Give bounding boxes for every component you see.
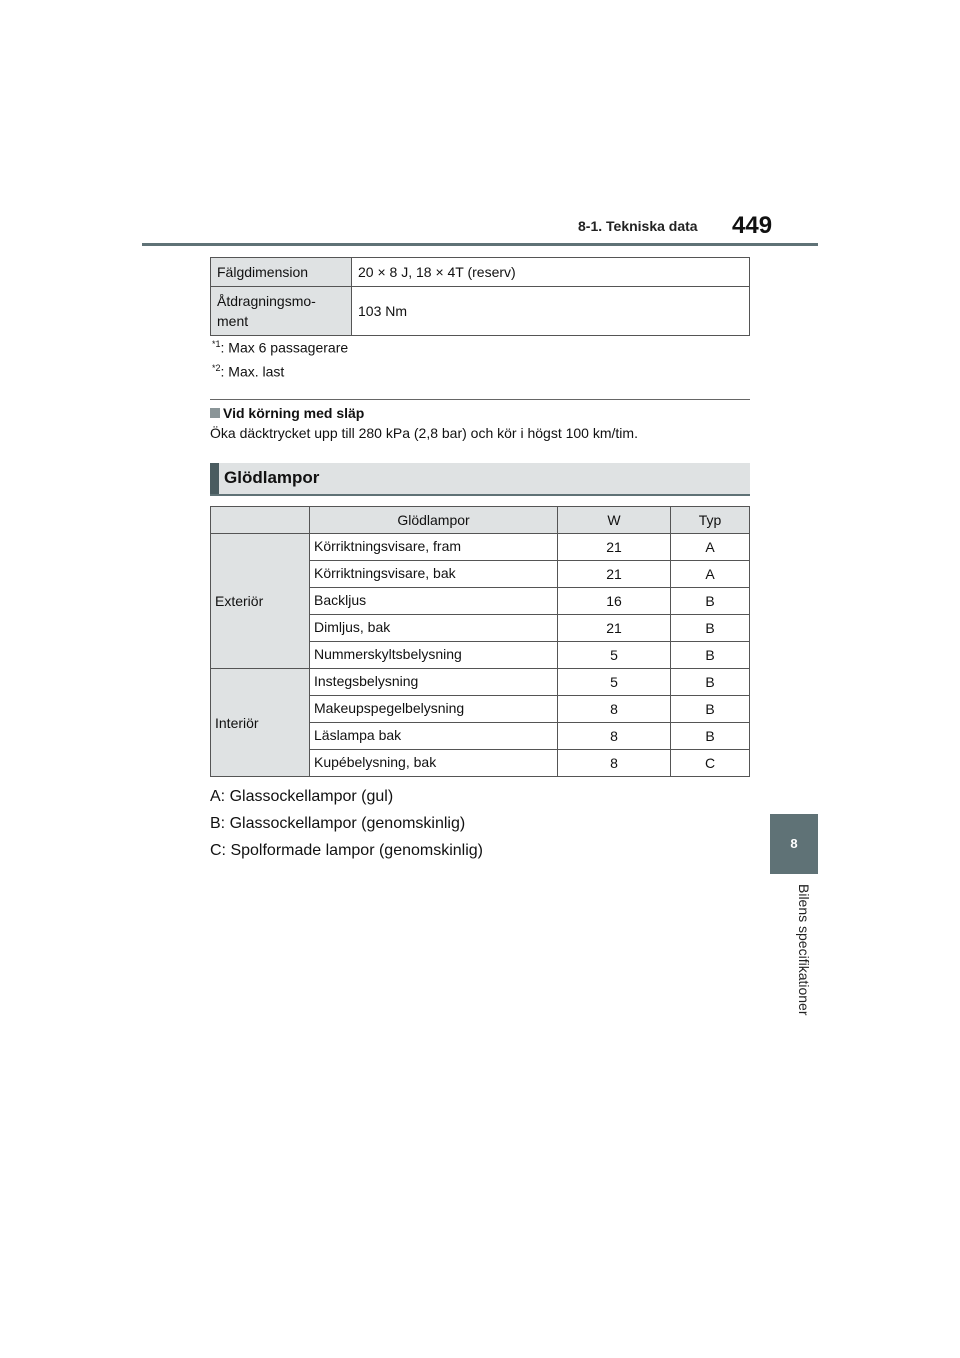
- group-label: Interiör: [211, 669, 310, 777]
- bulb-name: Makeupspegelbelysning: [310, 696, 558, 723]
- header-rule: [142, 243, 818, 246]
- towing-heading: [210, 405, 364, 421]
- bulb-watt: 8: [558, 696, 671, 723]
- table-row: [211, 287, 750, 336]
- bulb-type: A: [671, 534, 750, 561]
- table-row: [211, 258, 750, 287]
- bulb-type: C: [671, 750, 750, 777]
- towing-text: Öka däcktrycket upp till 280 kPa (2,8 bar) och kör i högst 100 km/tim.: [210, 425, 638, 441]
- bulb-name: Kupébelysning, bak: [310, 750, 558, 777]
- bulb-name: Nummerskyltsbelysning: [310, 642, 558, 669]
- bulb-type: B: [671, 588, 750, 615]
- footnote: [212, 363, 284, 380]
- bulb-watt: 8: [558, 750, 671, 777]
- spec-key: Fälgdimension: [211, 258, 352, 287]
- group-label: Exteriör: [211, 534, 310, 669]
- section-heading: [210, 463, 750, 496]
- table-row: [211, 534, 750, 561]
- spec-value: 20 × 8 J, 18 × 4T (reserv): [352, 258, 750, 287]
- footnote-mark: *2: [212, 363, 221, 373]
- chapter-number: 8: [790, 836, 798, 851]
- legend-line: A: Glassockellampor (gul): [210, 788, 394, 805]
- bulb-name: Körriktningsvisare, fram: [310, 534, 558, 561]
- footnote: [212, 339, 348, 356]
- chapter-label: Bilens specifikationer: [796, 884, 812, 1016]
- bulb-type: A: [671, 561, 750, 588]
- bulb-watt: 8: [558, 723, 671, 750]
- bulb-watt: 16: [558, 588, 671, 615]
- column-header: W: [558, 507, 671, 534]
- bulb-type: B: [671, 723, 750, 750]
- bulb-name: Instegsbelysning: [310, 669, 558, 696]
- square-bullet-icon: [210, 408, 220, 418]
- bulb-name: Körriktningsvisare, bak: [310, 561, 558, 588]
- bulb-watt: 21: [558, 561, 671, 588]
- bulb-type: B: [671, 642, 750, 669]
- footnote-text: : Max. last: [220, 363, 285, 380]
- spec-table: [210, 257, 750, 336]
- column-header: Glödlampor: [310, 507, 558, 534]
- bulb-name: Läslampa bak: [310, 723, 558, 750]
- bulb-type: B: [671, 669, 750, 696]
- bulb-watt: 5: [558, 669, 671, 696]
- table-row: [211, 669, 750, 696]
- legend-line: B: Glassockellampor (genomskinlig): [210, 815, 466, 832]
- spec-value: 103 Nm: [352, 287, 750, 336]
- towing-heading-text: Vid körning med släp: [223, 405, 365, 421]
- column-header: Typ: [671, 507, 750, 534]
- section-heading-text: Glödlampor: [224, 468, 320, 487]
- chapter-tab: [770, 814, 818, 874]
- footnote-text: : Max 6 passagerare: [220, 339, 349, 356]
- table-header-row: [211, 507, 750, 534]
- bulb-type: B: [671, 696, 750, 723]
- column-header: [211, 507, 310, 534]
- footnote-mark: *1: [212, 339, 221, 349]
- section-bar: [210, 463, 219, 494]
- divider: [210, 399, 750, 400]
- bulb-watt: 21: [558, 534, 671, 561]
- spec-key: Åtdragningsmo- ment: [211, 287, 352, 336]
- bulb-type: B: [671, 615, 750, 642]
- page-number: 449: [732, 212, 773, 239]
- bulb-name: Backljus: [310, 588, 558, 615]
- section-title: 8-1. Tekniska data: [578, 218, 698, 234]
- bulbs-table: [210, 506, 750, 777]
- bulb-watt: 5: [558, 642, 671, 669]
- bulb-watt: 21: [558, 615, 671, 642]
- legend-line: C: Spolformade lampor (genomskinlig): [210, 842, 483, 859]
- bulb-name: Dimljus, bak: [310, 615, 558, 642]
